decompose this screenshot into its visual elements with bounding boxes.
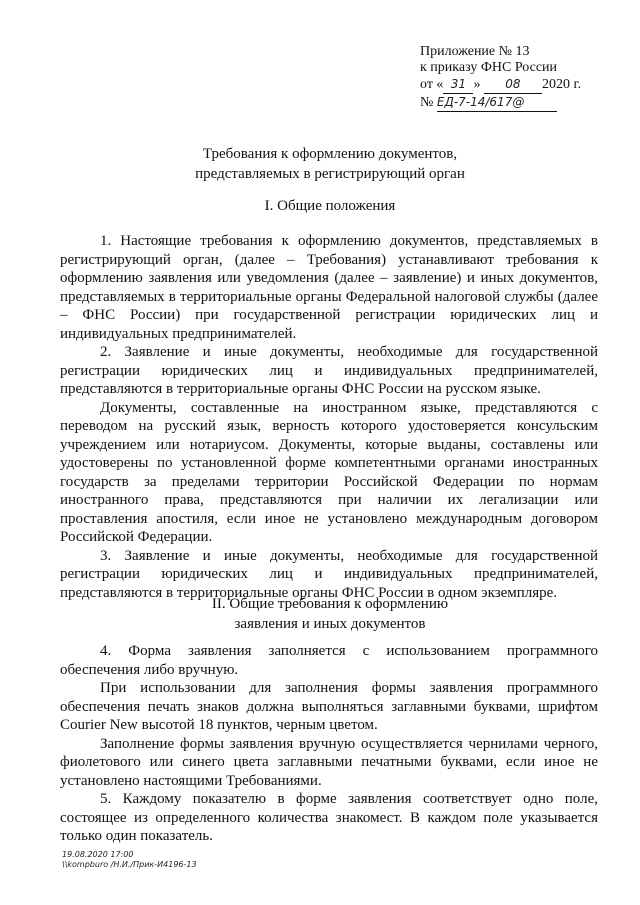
document-title xyxy=(60,144,600,184)
paragraph-4-manual: Заполнение формы заявления вручную осуществляется чернилами черного, фиолетового или синего цвета заглавными печатными буквами, если иное не установлено настоящими Требованиями. xyxy=(60,735,598,789)
paragraph-2: 2. Заявление и иные документы, необходимые для государственной регистрации юридических лиц и индивидуальных предпринимателей, представляются в территориальные органы ФНС России на русском языке. xyxy=(60,344,598,397)
section2-body xyxy=(60,642,598,846)
paragraph-4-software: При использовании для заполнения формы заявления программного обеспечения печать знаков должна выполняться заглавными буквами, шрифтом Courier New высотой 18 пунктов, черным цветом. xyxy=(60,680,598,733)
annex-date-day-value: 31 xyxy=(450,77,467,91)
annex-date-mid: » xyxy=(473,77,481,92)
document-title-line1: Требования к оформлению документов, xyxy=(202,146,458,162)
annex-number-prefix: № xyxy=(420,95,434,110)
section2-heading-line1: II. Общие требования к оформлению xyxy=(211,596,449,612)
footer-timestamp: 19.08.2020 17:00 xyxy=(62,850,134,859)
annex-date-month-value: 08 xyxy=(505,77,521,91)
section1-heading: I. Общие положения xyxy=(264,198,396,214)
footer-file-path: \\kompburo /Н.И./Прик-И4196-13 xyxy=(62,860,197,869)
paragraph-2-foreign-docs: Документы, составленные на иностранном языке, представляются с переводом на русский язык, верность которого удостоверяется консульским учреждением или нотариусом. Документы, которые выданы, составлены или удостоверены по установленной форме компетентными органами иностранных государств за пределами территории Российской Федерации по нормам иностранного права, представляются при наличии их легализации или проставления апостиля, если иное не установлено международным договором Российской Федерации. xyxy=(60,399,598,545)
annex-date-day xyxy=(443,76,473,94)
annex-date xyxy=(420,76,600,94)
annex-block xyxy=(420,44,600,112)
paragraph-3: 3. Заявление и иные документы, необходимые для государственной регистрации юридических лиц и индивидуальных предпринимателей, представляются в территориальные органы ФНС России в одном экземпляре. xyxy=(60,547,598,601)
annex-number-value: ЕД-7-14/617@ xyxy=(436,95,525,109)
annex-date-month xyxy=(484,76,542,94)
section2-heading-line2: заявления и иных документов xyxy=(234,616,426,632)
annex-number-underline xyxy=(437,94,557,112)
annex-number xyxy=(420,94,600,112)
footer-stamp xyxy=(62,850,197,870)
annex-date-prefix: от « xyxy=(420,77,444,92)
section1-body xyxy=(60,232,598,602)
paragraph-4: 4. Форма заявления заполняется с использованием программного обеспечения либо вручную. xyxy=(60,643,598,678)
annex-date-year: 2020 г. xyxy=(541,77,582,92)
annex-order-ref: к приказу ФНС России xyxy=(420,60,558,75)
section2-heading xyxy=(60,594,600,634)
annex-title: Приложение № 13 xyxy=(420,44,530,59)
document-title-line2: представляемых в регистрирующий орган xyxy=(195,166,465,182)
paragraph-1: 1. Настоящие требования к оформлению документов, представляемых в регистрирующий орган, (далее – Требования) устанавливают требования к оформлению заявления или уведомления (далее – заявление) и иных документов, представляемых в территориальные органы Федеральной налоговой службы (далее – ФНС России) при государственной регистрации юридических лиц и индивидуальных предпринимателей. xyxy=(60,233,598,342)
paragraph-5: 5. Каждому показателю в форме заявления соответствует одно поле, состоящее из определенного количества знакомест. В каждом поле указывается только один показатель. xyxy=(60,791,598,844)
